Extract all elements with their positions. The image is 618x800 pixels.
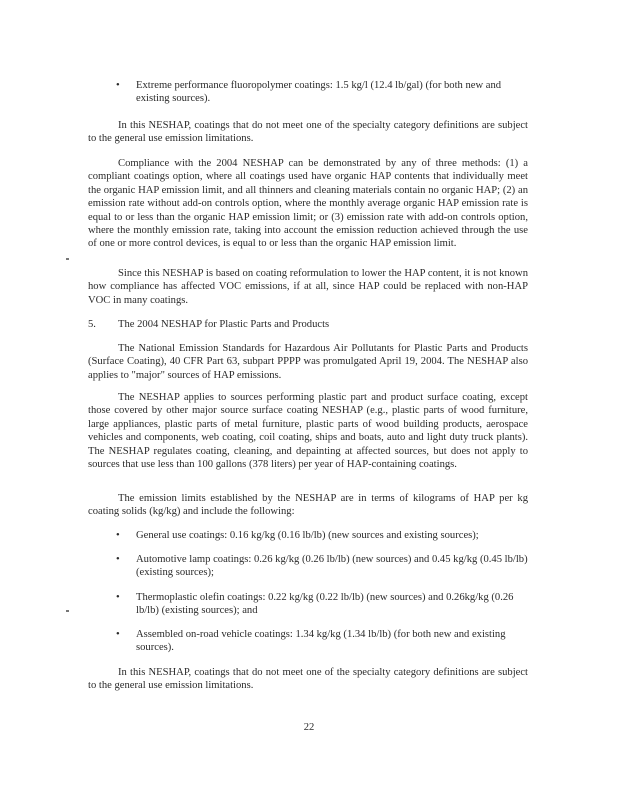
bullet-thermoplastic-olefin: Thermoplastic olefin coatings: 0.22 kg/kg (0.22 lb/lb) (new sources) and 0.26kg/kg (0.26 lb/lb) (existing sources); and (136, 592, 514, 617)
paragraph-specialty-definitions: In this NESHAP, coatings that do not meet one of the specialty category definitions are subject to the general use emission limitations. (88, 120, 528, 145)
paragraph-emission-limits: The emission limits established by the NESHAP are in terms of kilograms of HAP per kg coating solids (kg/kg) and include the following: (88, 493, 528, 518)
scan-speck (66, 610, 69, 612)
bullet-marker: • (116, 629, 120, 640)
paragraph-neshap-intro: The National Emission Standards for Hazardous Air Pollutants for Plastic Parts and Products (Surface Coating), 40 CFR Part 63, subpart PPPP was promulgated April 19, 2004. The NESHAP also applies to "major" sources of HAP emissions. (88, 343, 528, 381)
scan-speck (66, 258, 69, 260)
bullet-fluoropolymer: Extreme performance fluoropolymer coatings: 1.5 kg/l (12.4 lb/gal) (for both new and existing sources). (136, 80, 502, 105)
page-number: 22 (303, 722, 315, 733)
paragraph-neshap-applicability: The NESHAP applies to sources performing plastic part and product surface coating, except those covered by other major source surface coating NESHAP (e.g., plastic parts of wood furniture, large appliances, plastic parts of metal furniture, plastic parts of wood building products, aerospace vehicles and components, web coating, coil coating, ships and boats, auto and light duty truck plants). The NESHAP regulates coating, cleaning, and depainting at affected sources, but does not apply to sources that use less than 100 gallons (378 liters) per year of HAP-containing coatings. (88, 392, 528, 471)
bullet-marker: • (116, 80, 120, 91)
paragraph-compliance-methods: Compliance with the 2004 NESHAP can be demonstrated by any of three methods: (1) a compliant coatings option, where all coatings used have organic HAP contents that individually meet the organic HAP emission limit, and all thinners and cleaning materials contain no organic HAP; (2) an emission rate without add-on controls option, where the monthly average organic HAP emission rate is equal to or less than the organic HAP emission limit; or (3) emission rate with add-on controls option, where the monthly emission rate, taking into account the emission reduction achieved through the use of one or more control devices, is equal to or less than the organic HAP emission limit. (88, 158, 528, 250)
bullet-automotive-lamp: Automotive lamp coatings: 0.26 kg/kg (0.26 lb/lb) (new sources) and 0.45 kg/kg (0.45 lb/lb) (existing sources); (136, 554, 528, 579)
paragraph-voc-emissions: Since this NESHAP is based on coating reformulation to lower the HAP content, it is not known how compliance has affected VOC emissions, if at all, since HAP could be replaced with non-HAP VOC in many coatings. (88, 268, 528, 306)
bullet-on-road-vehicle: Assembled on-road vehicle coatings: 1.34 kg/kg (1.34 lb/lb) (for both new and existing sources). (136, 629, 506, 654)
paragraph-closing: In this NESHAP, coatings that do not meet one of the specialty category definitions are subject to the general use emission limitations. (88, 667, 528, 692)
bullet-marker: • (116, 554, 120, 565)
section-heading: The 2004 NESHAP for Plastic Parts and Products (118, 319, 330, 330)
bullet-general-use: General use coatings: 0.16 kg/kg (0.16 lb/lb) (new sources and existing sources); (136, 530, 479, 541)
bullet-marker: • (116, 592, 120, 603)
section-number: 5. (88, 319, 96, 330)
bullet-marker: • (116, 530, 120, 541)
